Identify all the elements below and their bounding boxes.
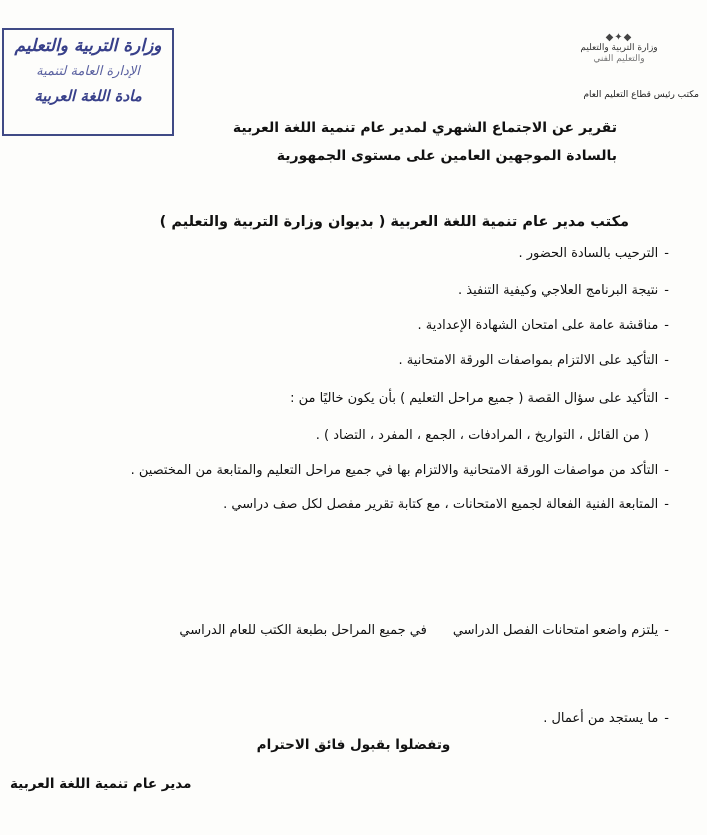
ministry-letterhead bbox=[559, 32, 679, 65]
commitment-text-2: في جميع المراحل بطبعة الكتب للعام الدراسي bbox=[179, 623, 427, 638]
list-item-text: التأكيد على سؤال القصة ( جميع مراحل التعليم ) بأن يكون خاليًا من : bbox=[290, 391, 659, 406]
eagle-crest-icon: ◆✦◆ bbox=[605, 32, 633, 43]
list-item: -مناقشة عامة على امتحان الشهادة الإعدادية . bbox=[417, 318, 669, 333]
report-title-line-2: بالسادة الموجهين العامين على مستوى الجمهورية bbox=[276, 148, 617, 164]
closing-salutation: وتفضلوا بقبول فائق الاحترام bbox=[256, 737, 451, 753]
list-item-text: المتابعة الفنية الفعالة لجميع الامتحانات ، مع كتابة تقرير مفصل لكل صف دراسي . bbox=[223, 497, 659, 512]
misc-item: -ما يستجد من أعمال . bbox=[543, 711, 669, 726]
commitment-text-1: يلتزم واضعو امتحانات الفصل الدراسي bbox=[452, 623, 659, 638]
list-item: -الترحيب بالسادة الحضور . bbox=[518, 246, 669, 261]
stamp-line-3: مادة اللغة العربية bbox=[34, 87, 142, 105]
stamp-line-2: الإدارة العامة لتنمية bbox=[36, 64, 140, 79]
list-item-text: مناقشة عامة على امتحان الشهادة الإعدادية . bbox=[417, 318, 659, 333]
office-label: مكتب رئيس قطاع التعليم العام bbox=[583, 90, 699, 100]
list-item: -المتابعة الفنية الفعالة لجميع الامتحانات ، مع كتابة تقرير مفصل لكل صف دراسي . bbox=[223, 497, 669, 512]
list-item: -التأكيد على سؤال القصة ( جميع مراحل التعليم ) بأن يكون خاليًا من : bbox=[290, 391, 669, 406]
ministry-stamp bbox=[2, 28, 174, 136]
list-item-text: الترحيب بالسادة الحضور . bbox=[518, 246, 659, 261]
list-item: -نتيجة البرنامج العلاجي وكيفية التنفيذ . bbox=[458, 283, 669, 298]
list-item-text: التأكيد على الالتزام بمواصفات الورقة الامتحانية . bbox=[398, 353, 659, 368]
letterhead-line-1: وزارة التربية والتعليم bbox=[580, 43, 658, 53]
section-heading: مكتب مدير عام تنمية اللغة العربية ( بديوان وزارة التربية والتعليم ) bbox=[159, 214, 629, 230]
signature-title: مدير عام تنمية اللغة العربية bbox=[10, 776, 192, 792]
list-item-text: نتيجة البرنامج العلاجي وكيفية التنفيذ . bbox=[458, 283, 659, 298]
list-item: -التأكيد على الالتزام بمواصفات الورقة الامتحانية . bbox=[398, 353, 669, 368]
list-item: -التأكد من مواصفات الورقة الامتحانية والالتزام بها في جميع مراحل التعليم والمتابعة من المختصين . bbox=[130, 463, 669, 478]
stamp-line-1: وزارة التربية والتعليم bbox=[14, 36, 162, 56]
misc-item-text: ما يستجد من أعمال . bbox=[543, 711, 659, 726]
list-item-text: التأكد من مواصفات الورقة الامتحانية والالتزام بها في جميع مراحل التعليم والمتابعة من المختصين . bbox=[130, 463, 659, 478]
letterhead-line-2: والتعليم الفني bbox=[593, 54, 645, 64]
commitment-item: -يلتزم واضعو امتحانات الفصل الدراسيفي جميع المراحل بطبعة الكتب للعام الدراسي bbox=[179, 623, 669, 638]
report-title-line-1: تقرير عن الاجتماع الشهري لمدير عام تنمية اللغة العربية bbox=[232, 120, 617, 136]
list-item-continuation: ( من القائل ، التواريخ ، المرادفات ، الجمع ، المفرد ، التضاد ) . bbox=[315, 428, 649, 443]
